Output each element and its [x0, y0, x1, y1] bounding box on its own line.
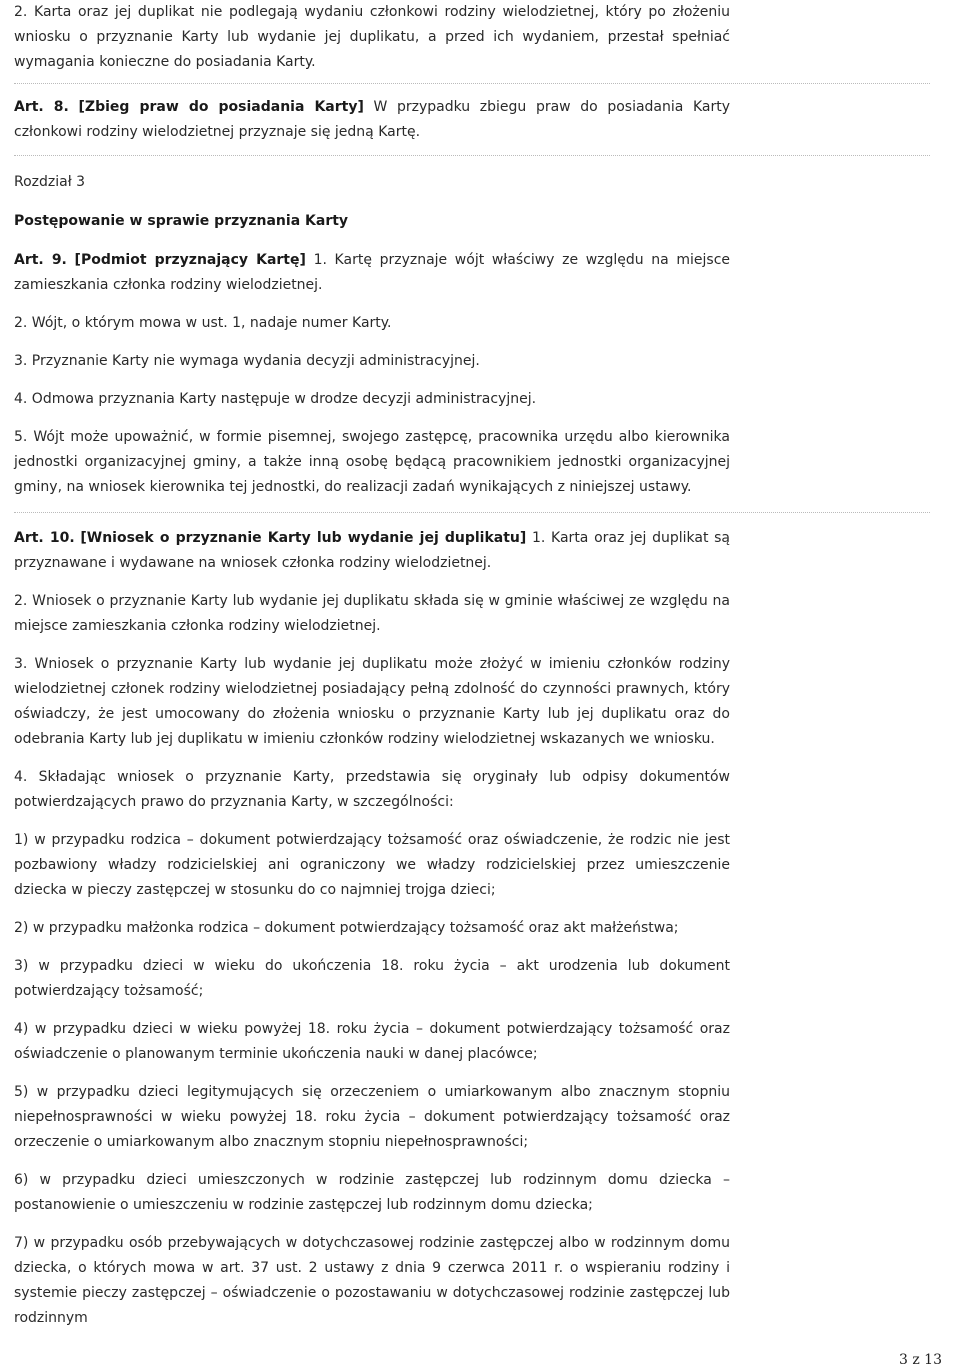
chapter-label: Rozdział 3	[14, 174, 86, 190]
article-9-paragraph-3: 3. Przyznanie Karty nie wymaga wydania decyzji administracyjnej.	[14, 353, 480, 369]
separator	[14, 155, 930, 156]
article-9	[14, 248, 730, 298]
paragraph-art7-2: 2. Karta oraz jej duplikat nie podlegają wydaniu członkowi rodziny wielodzietnej, który po złożeniu wniosku o przyznanie Karty lub wydanie jej duplikatu, a przed ich wydaniem, przestał spełniać wymagania konieczne do posiadania Karty.	[14, 4, 730, 70]
article-label: Art. 10.	[14, 530, 75, 546]
chapter-title-text: Postępowanie w sprawie przyznania Karty	[14, 213, 349, 229]
list-item: 6) w przypadku dzieci umieszczonych w rodzinie zastępczej lub rodzinnym domu dziecka – postanowienie o umieszczeniu w rodzinie zastępczej lub rodzinnym domu dziecka;	[14, 1172, 730, 1213]
article-8	[14, 95, 730, 145]
page-number: 3 z 13	[899, 1352, 942, 1368]
article-label: Art. 8.	[14, 99, 69, 115]
list-item: 1) w przypadku rodzica – dokument potwierdzający tożsamość oraz oświadczenie, że rodzic nie jest pozbawiony władzy rodzicielskiej ani ograniczony we władzy rodzicielskiej przez umieszczenie dziecka w pieczy zastępczej w stosunku do co najmniej trojga dzieci;	[14, 832, 730, 898]
article-label: Art. 9.	[14, 252, 67, 268]
article-text: W przypadku zbiegu praw do posiadania Karty członkowi rodziny wielodzietnej przyznaje się jedną Kartę.	[14, 99, 731, 140]
list-item: 7) w przypadku osób przebywających w dotychczasowej rodzinie zastępczej albo w rodzinnym domu dziecka, o których mowa w art. 37 ust. 2 ustawy z dnia 9 czerwca 2011 r. o wspieraniu rodziny i systemie pieczy zastępczej – oświadczenie o pozostawaniu w dotychczasowej rodzinie zastępczej lub rodzinnym	[14, 1235, 730, 1326]
article-10-paragraph-4: 4. Składając wniosek o przyznanie Karty, przedstawia się oryginały lub odpisy dokumentów potwierdzających prawo do przyznania Karty, w szczególności:	[14, 769, 730, 810]
separator	[14, 83, 930, 84]
article-9-paragraph-5: 5. Wójt może upoważnić, w formie pisemnej, swojego zastępcę, pracownika urzędu albo kierownika jednostki organizacyjnej gminy, a także inną osobę będącą pracownikiem jednostki organizacyjnej gminy, na wniosek kierownika tej jednostki, do realizacji zadań wynikających z niniejszej ustawy.	[14, 429, 730, 495]
article-9-paragraph-4: 4. Odmowa przyznania Karty następuje w drodze decyzji administracyjnej.	[14, 391, 537, 407]
document-body	[14, 0, 730, 1331]
list-item: 3) w przypadku dzieci w wieku do ukończenia 18. roku życia – akt urodzenia lub dokument potwierdzający tożsamość;	[14, 958, 730, 999]
chapter-title	[14, 209, 730, 234]
article-title: [Podmiot przyznający Kartę]	[74, 252, 306, 268]
article-10-paragraph-3: 3. Wniosek o przyznanie Karty lub wydanie jej duplikatu może złożyć w imieniu członków rodziny wielodzietnej członek rodziny wielodzietnej posiadający pełną zdolność do czynności prawnych, który oświadczy, że jest umocowany do złożenia wniosku o przyznanie Karty lub jej duplikatu oraz do odebrania Karty lub jej duplikatu w imieniu członków rodziny wielodzietnej wskazanych we wniosku.	[14, 656, 730, 747]
separator	[14, 512, 930, 513]
article-text: 1. Kartę przyznaje wójt właściwy ze względu na miejsce zamieszkania członka rodziny wielodzietnej.	[14, 252, 731, 293]
article-title: [Zbieg praw do posiadania Karty]	[78, 99, 364, 115]
list-item: 4) w przypadku dzieci w wieku powyżej 18. roku życia – dokument potwierdzający tożsamość oraz oświadczenie o planowanym terminie ukończenia nauki w danej placówce;	[14, 1021, 730, 1062]
article-10-paragraph-2: 2. Wniosek o przyznanie Karty lub wydanie jej duplikatu składa się w gminie właściwej ze względu na miejsce zamieszkania członka rodziny wielodzietnej.	[14, 593, 730, 634]
article-9-paragraph-2: 2. Wójt, o którym mowa w ust. 1, nadaje numer Karty.	[14, 315, 392, 331]
article-10	[14, 526, 730, 576]
list-item: 2) w przypadku małżonka rodzica – dokument potwierdzający tożsamość oraz akt małżeństwa;	[14, 920, 679, 936]
article-text: 1. Karta oraz jej duplikat są przyznawane i wydawane na wniosek członka rodziny wielodzietnej.	[14, 530, 731, 571]
article-title: [Wniosek o przyznanie Karty lub wydanie jej duplikatu]	[80, 530, 527, 546]
list-item: 5) w przypadku dzieci legitymujących się orzeczeniem o umiarkowanym albo znacznym stopniu niepełnosprawności w wieku powyżej 18. roku życia – dokument potwierdzający tożsamość oraz orzeczenie o umiarkowanym albo znacznym stopniu niepełnosprawności;	[14, 1084, 730, 1150]
